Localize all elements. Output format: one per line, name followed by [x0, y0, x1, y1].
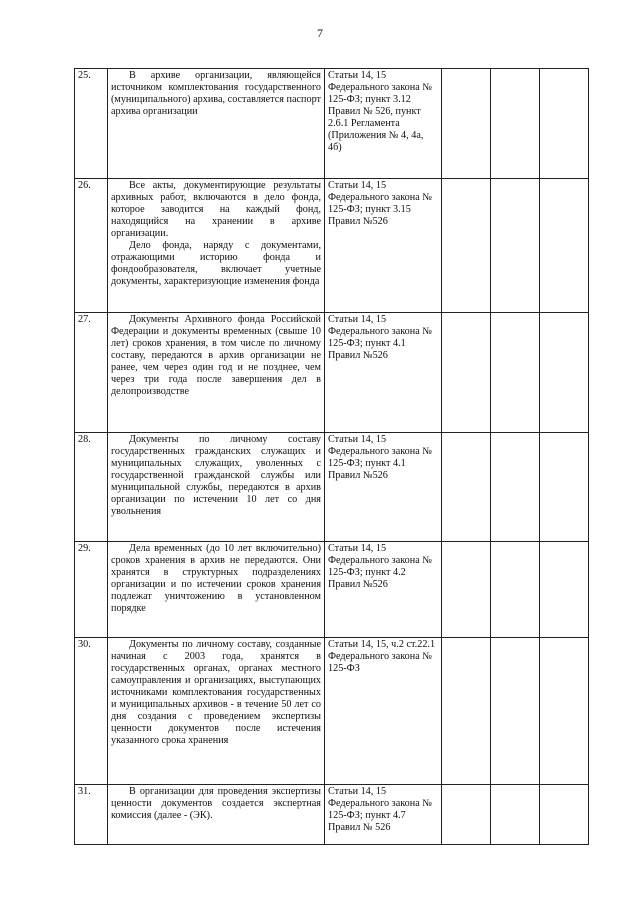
- legal-basis-cell: Статьи 14, 15 Федерального закона № 125-ФЗ; пункт 4.2 Правил №526: [325, 542, 442, 638]
- answer-no-cell[interactable]: [491, 785, 540, 845]
- requirement-cell: [108, 638, 325, 785]
- table-row: [75, 638, 589, 785]
- table-row: [75, 433, 589, 542]
- answer-no-cell[interactable]: [491, 433, 540, 542]
- answer-yes-cell[interactable]: [442, 313, 491, 433]
- requirement-text: Дело фонда, наряду с документами, отражающими историю фонда и фондообразователя, включает учетные документы, характеризующие изменения фонда: [111, 240, 321, 287]
- legal-basis-cell: Статьи 14, 15 Федерального закона № 125-ФЗ; пункт 4.1 Правил №526: [325, 313, 442, 433]
- answer-yes-cell[interactable]: [442, 785, 491, 845]
- table-row: [75, 785, 589, 845]
- answer-na-cell[interactable]: [540, 433, 589, 542]
- legal-basis-cell: Статьи 14, 15 Федерального закона № 125-ФЗ; пункт 3.15 Правил №526: [325, 179, 442, 313]
- row-number: 28.: [75, 433, 108, 542]
- answer-na-cell[interactable]: [540, 542, 589, 638]
- requirement-cell: [108, 785, 325, 845]
- legal-basis-cell: Статьи 14, 15 Федерального закона № 125-ФЗ; пункт 4.7 Правил № 526: [325, 785, 442, 845]
- row-number: 25.: [75, 69, 108, 179]
- requirement-text: Дела временных (до 10 лет включительно) сроков хранения в архив не передаются. Они хранятся в структурных подразделениях организации и по истечении сроков хранения подлежат уничтожению в установленном порядке: [111, 543, 321, 614]
- row-number: 27.: [75, 313, 108, 433]
- table-row: [75, 542, 589, 638]
- row-number: 29.: [75, 542, 108, 638]
- requirement-text: В организации для проведения экспертизы ценности документов создается экспертная комиссия (далее - (ЭК).: [111, 786, 321, 821]
- answer-no-cell[interactable]: [491, 313, 540, 433]
- answer-yes-cell[interactable]: [442, 69, 491, 179]
- answer-na-cell[interactable]: [540, 69, 589, 179]
- requirement-text: Документы по личному составу, созданные начиная с 2003 года, хранятся в государственных органах, органах местного самоуправления и организациях, выступающих источниками комплектования государственных и муниципальных архивов - в течение 50 лет со дня создания с проведением экспертизы ценности документов после истечения указанного срока хранения: [111, 639, 321, 746]
- answer-yes-cell[interactable]: [442, 433, 491, 542]
- requirement-cell: [108, 433, 325, 542]
- requirement-text: Документы по личному составу государственных гражданских служащих и муниципальных служащих, уволенных с государственной гражданской службы или муниципальной службы, передаются в архив организации по истечении 10 лет со дня увольнения: [111, 434, 321, 517]
- requirement-cell: [108, 313, 325, 433]
- answer-na-cell[interactable]: [540, 313, 589, 433]
- table-row: [75, 179, 589, 313]
- answer-yes-cell[interactable]: [442, 542, 491, 638]
- page-number: 7: [317, 26, 323, 40]
- answer-no-cell[interactable]: [491, 542, 540, 638]
- answer-no-cell[interactable]: [491, 638, 540, 785]
- legal-basis-cell: Статьи 14, 15 Федерального закона № 125-ФЗ; пункт 4.1 Правил №526: [325, 433, 442, 542]
- checklist-table: [74, 68, 589, 845]
- row-number: 26.: [75, 179, 108, 313]
- answer-no-cell[interactable]: [491, 69, 540, 179]
- requirement-cell: [108, 542, 325, 638]
- row-number: 31.: [75, 785, 108, 845]
- requirement-cell: [108, 69, 325, 179]
- requirement-cell: [108, 179, 325, 313]
- answer-yes-cell[interactable]: [442, 638, 491, 785]
- table-row: [75, 313, 589, 433]
- requirement-text: В архиве организации, являющейся источником комплектования государственного (муниципального) архива, составляется паспорт архива организации: [111, 70, 321, 117]
- legal-basis-cell: Статьи 14, 15 Федерального закона № 125-ФЗ; пункт 3.12 Правил № 526, пункт 2.6.1 Регламента (Приложения № 4, 4а, 4б): [325, 69, 442, 179]
- requirement-text: Документы Архивного фонда Российской Федерации и документы временных (свыше 10 лет) сроков хранения, в том числе по личному составу, передаются в архив организации не ранее, чем через один год и не позднее, чем через три года после завершения дел в делопроизводстве: [111, 314, 321, 397]
- answer-na-cell[interactable]: [540, 785, 589, 845]
- row-number: 30.: [75, 638, 108, 785]
- answer-no-cell[interactable]: [491, 179, 540, 313]
- answer-na-cell[interactable]: [540, 638, 589, 785]
- answer-yes-cell[interactable]: [442, 179, 491, 313]
- requirement-text: Все акты, документирующие результаты архивных работ, включаются в дело фонда, которое заводится на каждый фонд, находящийся на хранении в архиве организации.: [111, 180, 321, 239]
- table-row: [75, 69, 589, 179]
- answer-na-cell[interactable]: [540, 179, 589, 313]
- legal-basis-cell: Статьи 14, 15, ч.2 ст.22.1 Федерального закона № 125-ФЗ: [325, 638, 442, 785]
